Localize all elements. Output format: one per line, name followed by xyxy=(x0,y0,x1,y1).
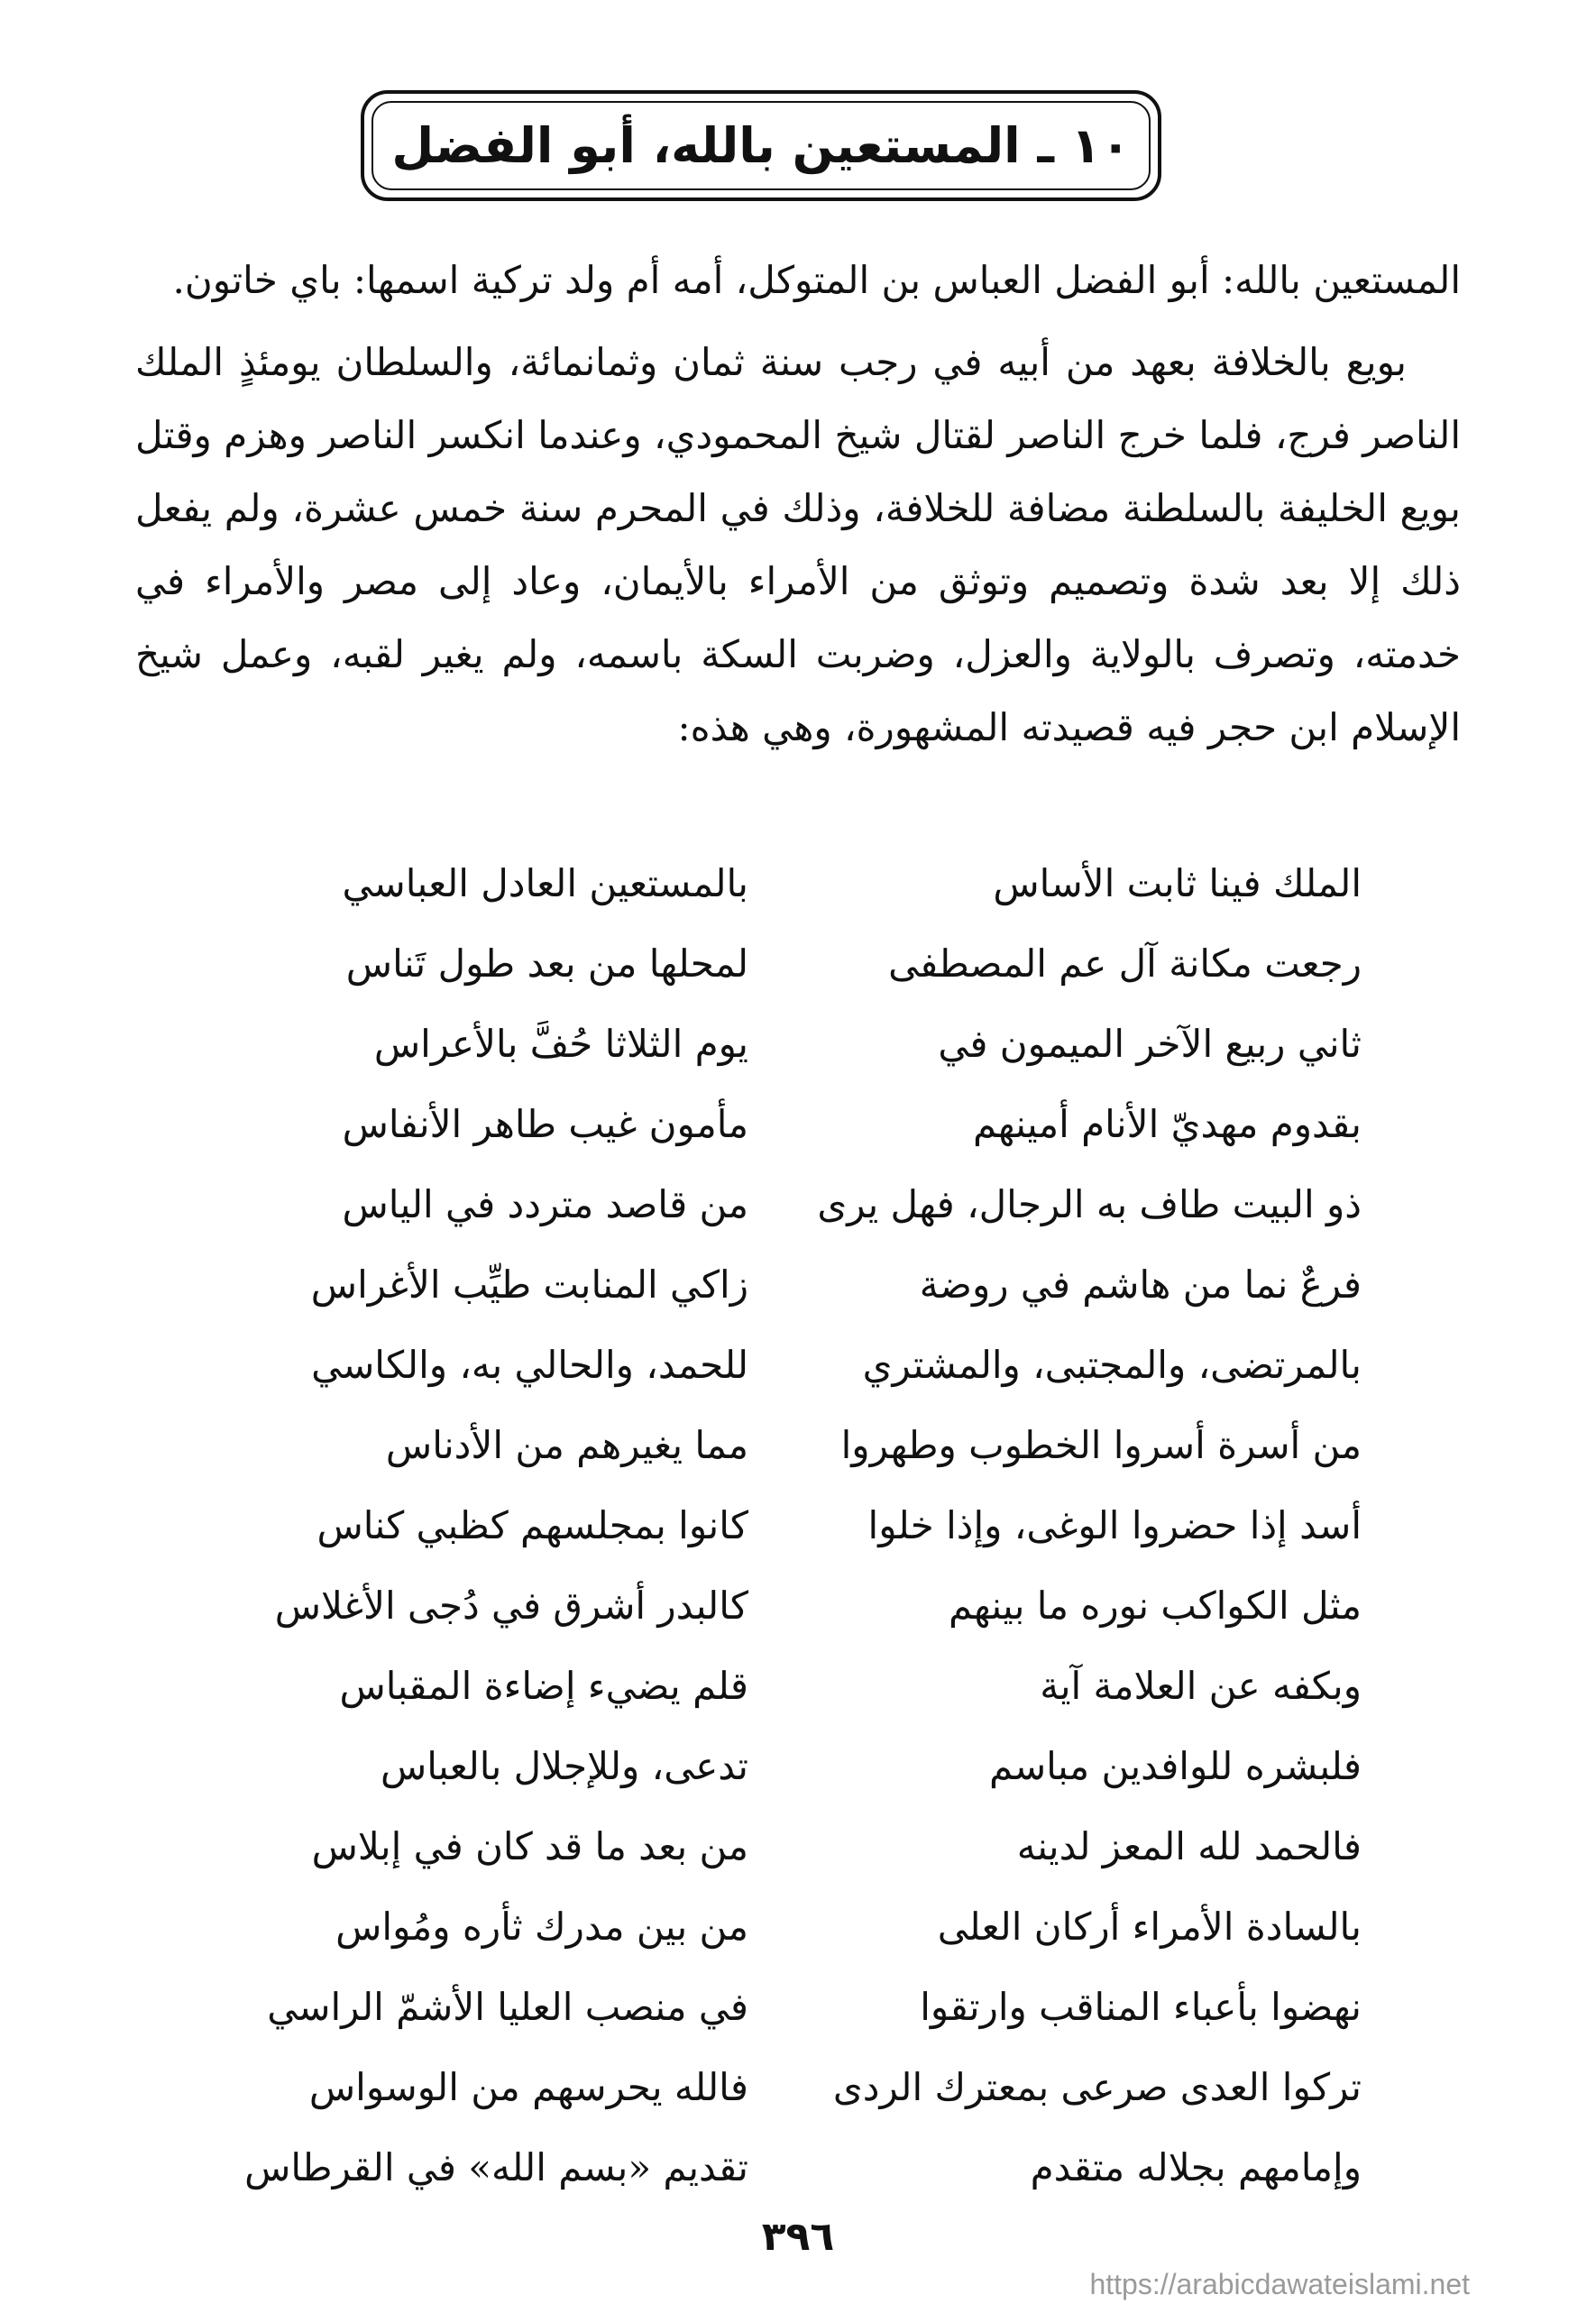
verse-line xyxy=(234,1886,1362,1967)
verse-first-hemistich: وإمامهم بجلاله متقدم xyxy=(1030,2145,1362,2189)
verse-second-hemistich: يوم الثلاثا حُفَّ بالأعراس xyxy=(373,1022,748,1066)
verse-second-hemistich-wrap xyxy=(234,1583,803,1628)
verse-line xyxy=(234,1164,1362,1244)
verse-line xyxy=(234,1325,1362,1405)
verse-second-hemistich: فالله يحرسهم من الوسواس xyxy=(308,2065,748,2109)
verse-second-hemistich: من بين مدرك ثأره ومُواس xyxy=(335,1905,748,1949)
verse-second-hemistich: قلم يضيء إضاءة المقباس xyxy=(339,1664,748,1708)
verse-second-hemistich: زاكي المنابت طيِّب الأغراس xyxy=(310,1262,748,1307)
verse-second-hemistich-wrap xyxy=(234,1905,803,1949)
chapter-title: ١٠ ـ المستعين بالله، أبو الفضل xyxy=(391,117,1131,174)
verse-second-hemistich-wrap xyxy=(234,1022,803,1066)
verse-line xyxy=(234,1646,1362,1726)
verse-second-hemistich: تدعى، وللإجلال بالعباس xyxy=(380,1744,748,1788)
paragraph: بويع بالخلافة بعهد من أبيه في رجب سنة ثمان وثمانمائة، والسلطان يومئذٍ الملك الناصر فرج، فلما خرج الناصر لقتال شيخ المحمودي، وعندما انكسر الناصر وهزم وقتل بويع الخليفة بالسلطنة مضافة للخلافة، وذلك في المحرم سنة خمس عشرة، ولم يفعل ذلك إلا بعد شدة وتصميم وتوثق من الأمراء بالأيمان، وعاد إلى مصر والأمراء في خدمته، وتصرف بالولاية والعزل، وضربت السكة باسمه، ولم يغير لقبه، وعمل شيخ الإسلام ابن حجر فيه قصيدته المشهورة، وهي هذه: xyxy=(135,340,1461,749)
chapter-title-frame xyxy=(361,90,1161,201)
verse-first-hemistich: مثل الكواكب نوره ما بينهم xyxy=(949,1583,1362,1628)
verse-line xyxy=(234,1004,1362,1084)
verse-line xyxy=(234,1405,1362,1485)
verse-second-hemistich-wrap xyxy=(234,941,803,986)
verse-second-hemistich-wrap xyxy=(234,1182,803,1226)
verse-second-hemistich-wrap xyxy=(234,1102,803,1146)
verse-second-hemistich: كالبدر أشرق في دُجى الأغلاس xyxy=(274,1583,748,1628)
verse-first-hemistich: فالحمد لله المعز لدينه xyxy=(1016,1824,1362,1868)
verse-second-hemistich-wrap xyxy=(234,1262,803,1307)
verse-second-hemistich-wrap xyxy=(234,1744,803,1788)
verse-first-hemistich: من أسرة أسروا الخطوب وطهروا xyxy=(840,1423,1362,1467)
watermark: https://arabicdawateislami.net xyxy=(1089,2268,1470,2300)
verse-first-hemistich: وبكفه عن العلامة آية xyxy=(1040,1664,1362,1708)
verse-first-hemistich: نهضوا بأعباء المناقب وارتقوا xyxy=(920,1985,1362,2029)
verse-line xyxy=(234,2047,1362,2127)
verse-second-hemistich: من قاصد متردد في الياس xyxy=(342,1182,748,1226)
verse-first-hemistich: بالمرتضى، والمجتبى، والمشتري xyxy=(862,1343,1362,1387)
verse-second-hemistich-wrap xyxy=(234,1503,803,1547)
verse-first-hemistich: تركوا العدى صرعى بمعترك الردى xyxy=(832,2065,1362,2109)
verse-first-hemistich: فلبشره للوافدين مباسم xyxy=(989,1744,1362,1788)
verse-second-hemistich: للحمد، والحالي به، والكاسي xyxy=(311,1343,748,1387)
verse-second-hemistich-wrap xyxy=(234,1824,803,1868)
verse-first-hemistich: الملك فينا ثابت الأساس xyxy=(993,861,1362,905)
verse-second-hemistich-wrap xyxy=(234,2145,803,2189)
verse-second-hemistich: مأمون غيب طاهر الأنفاس xyxy=(342,1102,748,1146)
verse-line xyxy=(234,1565,1362,1646)
verse-second-hemistich: مما يغيرهم من الأدناس xyxy=(385,1423,748,1467)
verse-second-hemistich-wrap xyxy=(234,1423,803,1467)
verse-second-hemistich-wrap xyxy=(234,1343,803,1387)
paragraph: المستعين بالله: أبو الفضل العباس بن المتوكل، أمه أم ولد تركية اسمها: باي خاتون. xyxy=(172,258,1461,302)
verse-line xyxy=(234,1967,1362,2047)
verse-line xyxy=(234,2127,1362,2207)
verse-second-hemistich: كانوا بمجلسهم كظبي كناس xyxy=(316,1503,748,1547)
verse-line xyxy=(234,1084,1362,1164)
verse-line xyxy=(234,1806,1362,1886)
verse-line xyxy=(234,843,1362,923)
verse-first-hemistich: ذو البيت طاف به الرجال، فهل يرى xyxy=(817,1182,1362,1226)
verse-second-hemistich-wrap xyxy=(234,2065,803,2109)
verse-second-hemistich: بالمستعين العادل العباسي xyxy=(342,861,748,905)
verse-first-hemistich: رجعت مكانة آل عم المصطفى xyxy=(888,941,1362,986)
verse-first-hemistich: بقدوم مهديّ الأنام أمينهم xyxy=(972,1102,1362,1146)
verse-first-hemistich: فرعٌ نما من هاشم في روضة xyxy=(919,1262,1362,1307)
prose-body xyxy=(135,243,1461,764)
verse-second-hemistich: من بعد ما قد كان في إبلاس xyxy=(311,1824,748,1868)
verse-second-hemistich-wrap xyxy=(234,1985,803,2029)
poem xyxy=(234,843,1362,2207)
verse-first-hemistich: بالسادة الأمراء أركان العلى xyxy=(937,1905,1362,1949)
verse-line xyxy=(234,1726,1362,1806)
verse-second-hemistich-wrap xyxy=(234,861,803,905)
verse-first-hemistich: أسد إذا حضروا الوغى، وإذا خلوا xyxy=(867,1503,1362,1547)
verse-second-hemistich: لمحلها من بعد طول تَناس xyxy=(345,941,748,986)
verse-second-hemistich: في منصب العليا الأشمّ الراسي xyxy=(267,1985,748,2029)
verse-line xyxy=(234,1244,1362,1325)
verse-line xyxy=(234,1485,1362,1565)
page-number: ٣٩٦ xyxy=(761,2214,835,2260)
verse-first-hemistich: ثاني ربيع الآخر الميمون في xyxy=(938,1022,1362,1066)
verse-line xyxy=(234,923,1362,1004)
verse-second-hemistich-wrap xyxy=(234,1664,803,1708)
verse-second-hemistich: تقديم «بسم الله» في القرطاس xyxy=(244,2145,748,2189)
